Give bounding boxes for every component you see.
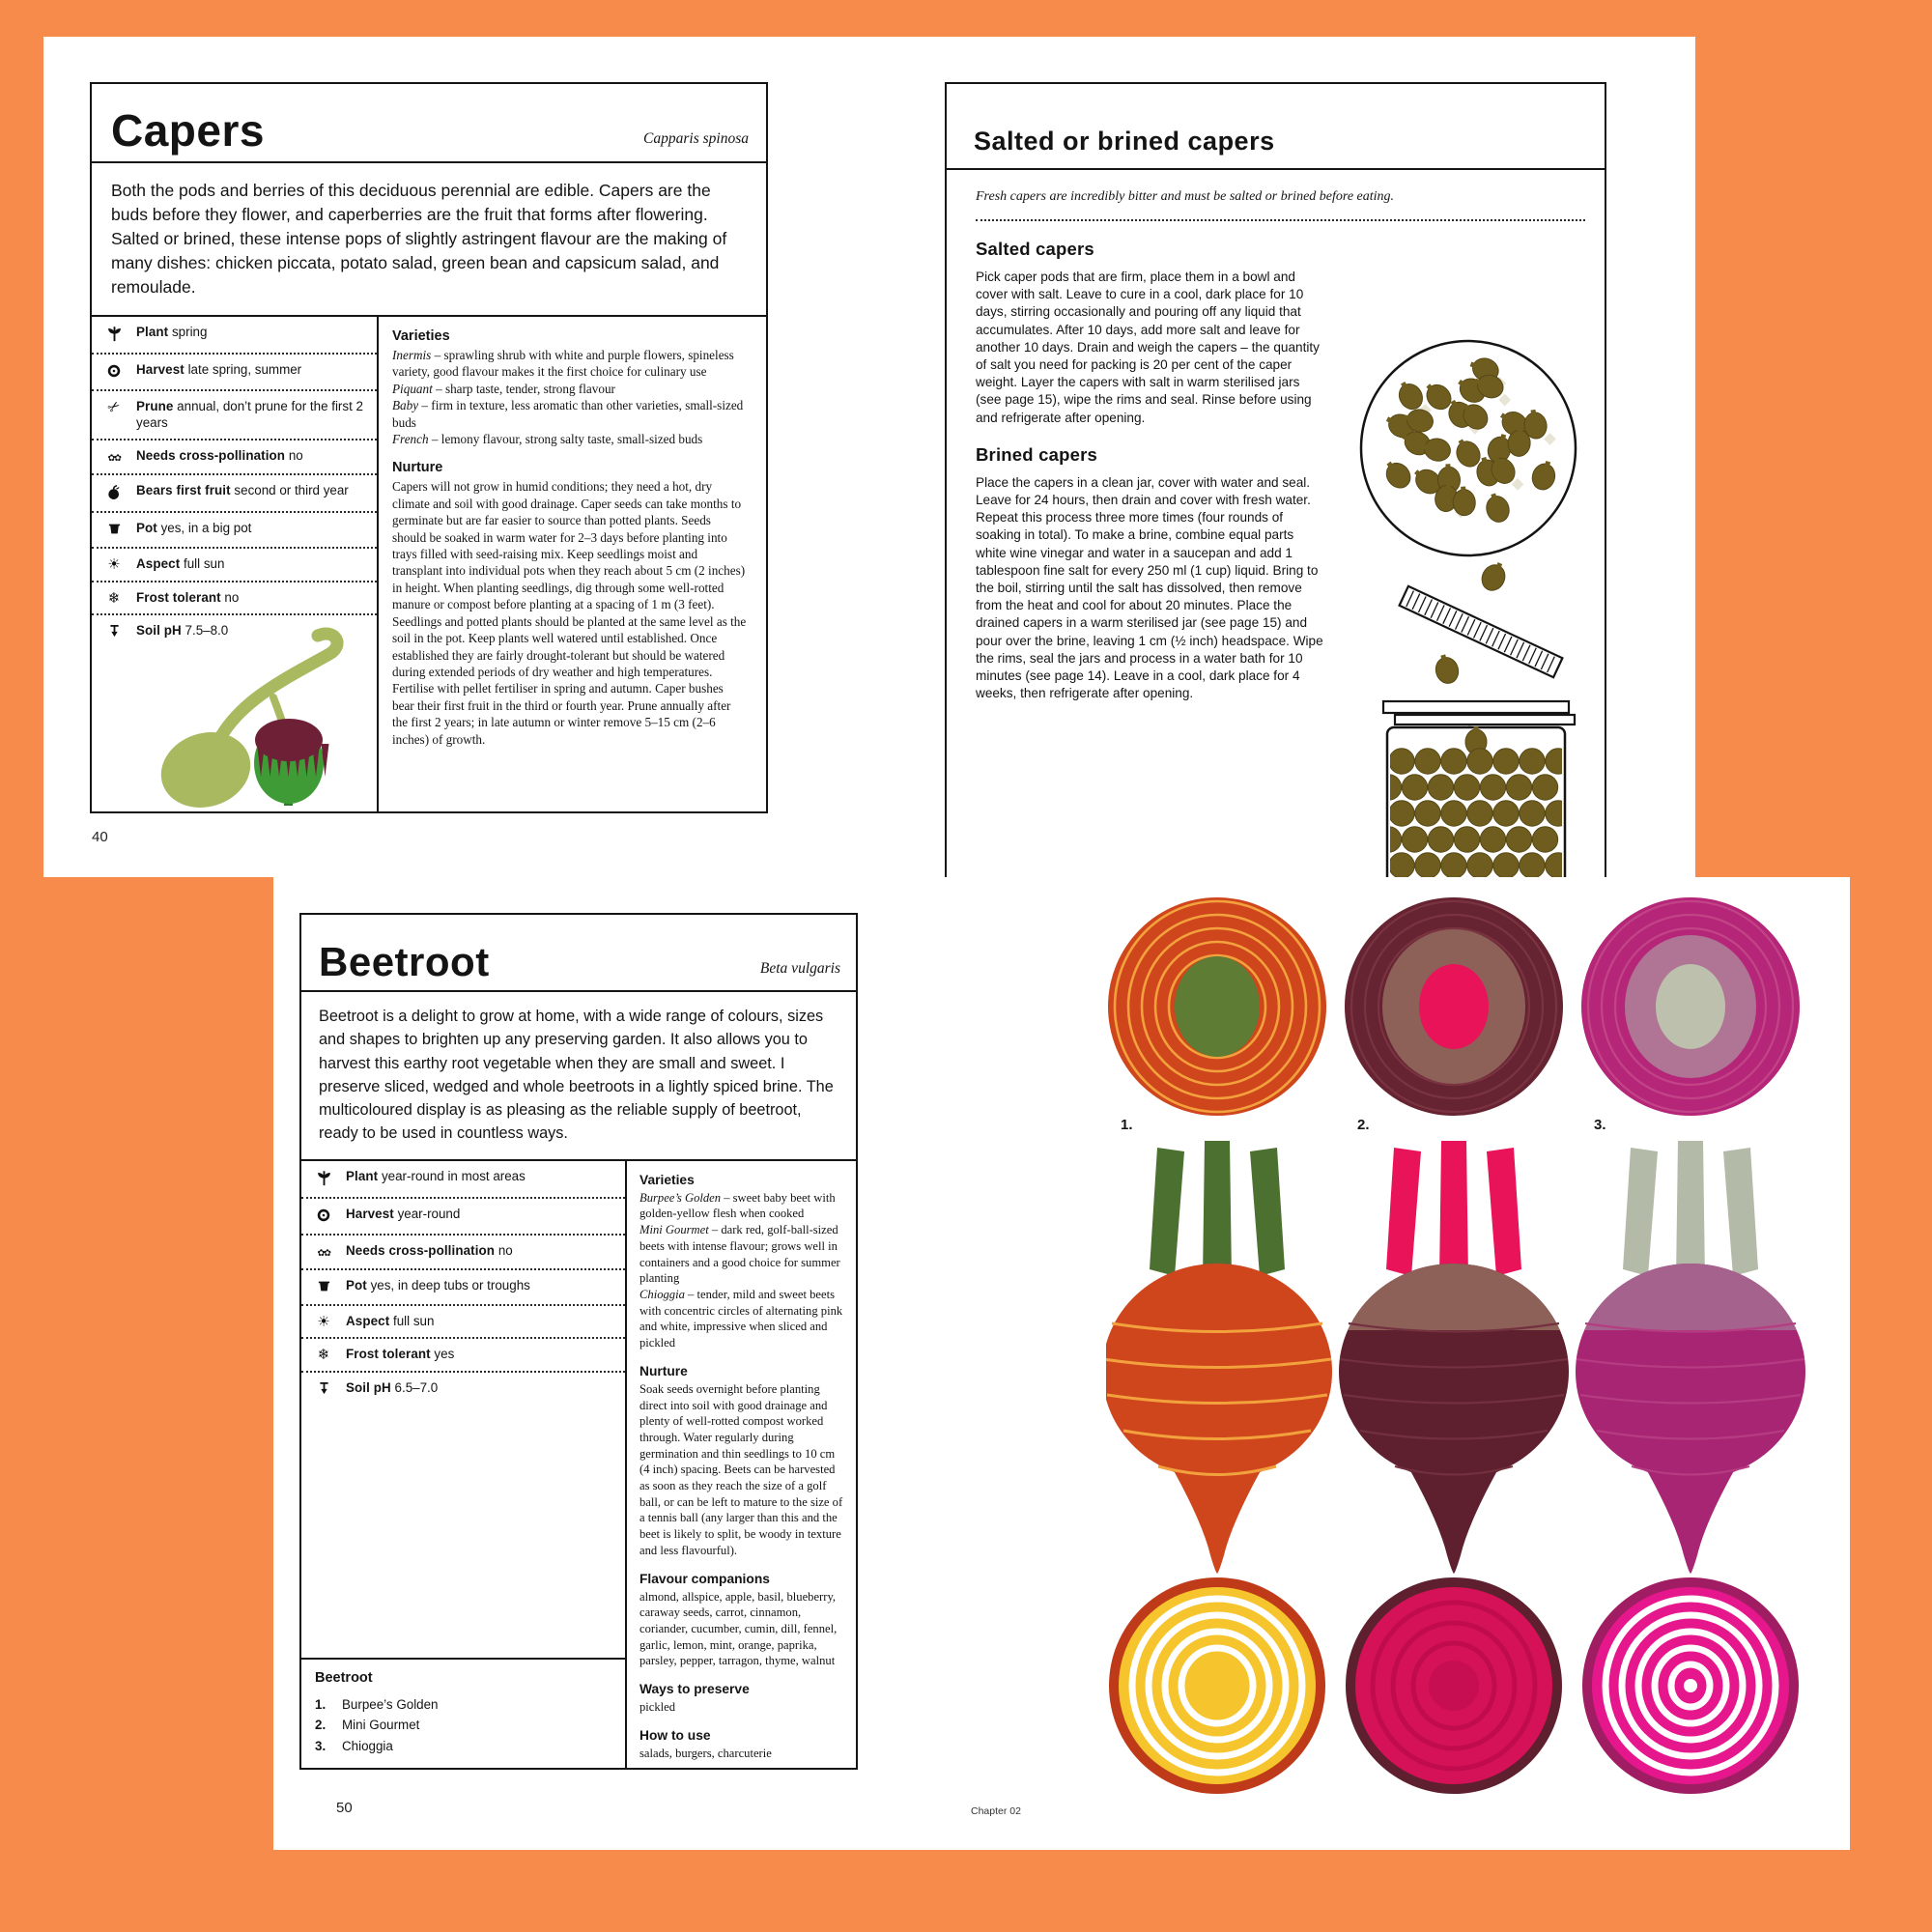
- beet-slice-top-3: [1581, 897, 1800, 1116]
- attribute-label: Plant spring: [136, 325, 208, 339]
- first-fruit-icon: [92, 483, 136, 503]
- attribute-label: Aspect full sun: [136, 556, 225, 571]
- cross-pollination-icon: ✿✿: [317, 1247, 330, 1259]
- attribute-label: Needs cross-pollination no: [136, 448, 303, 463]
- capers-plate-jar-illustration: [1331, 325, 1594, 890]
- pot-icon: [301, 1278, 346, 1296]
- attribute-row: [301, 1161, 625, 1199]
- frost-icon: ❄: [107, 588, 121, 607]
- capers-latin-name: Capparis spinosa: [643, 130, 749, 147]
- attribute-row: [92, 549, 377, 582]
- dotted-divider: [976, 219, 1585, 221]
- attribute-label: Prune annual, don’t prune for the first 2 years: [136, 399, 363, 430]
- beetroot-page-box: [299, 913, 858, 1770]
- attribute-row: [92, 513, 377, 549]
- plant-icon: [92, 325, 136, 345]
- variety-entry: Inermis – sprawling shrub with white and purple flowers, spineless variety, good flavour makes it the first choice for culinary use: [392, 348, 734, 380]
- harvest-icon: [301, 1207, 346, 1226]
- beetroot-caption-heading: Beetroot: [315, 1669, 373, 1686]
- attribute-row: [301, 1199, 625, 1236]
- variety-entry: Baby – firm in texture, less aromatic than other varieties, small-sized buds: [392, 398, 744, 430]
- recipe-section-body: Place the capers in a clean jar, cover with water and seal. Leave for 24 hours, then drain and cover with fresh water. Repeat this process three more times (four rounds of soaking in total). To make a brine, combine equal parts white wine vinegar and water in a saucepan and add 1 tablespoon fine salt for every 250 ml (1 cup) liquid. Bring to the boil, stirring until the salt has dissolved, then remove from the heat and cool for about 20 minutes. Place the drained capers in a warm sterilised jar (see page 15) and pour over the brine, leaving 1 cm (½ inch) headspace. Wipe the rims, seal the jars and process in a water bath for 10 minutes (see page 14). Leave in a cool, dark place for 4 weeks, then refrigerate after opening.: [976, 474, 1323, 701]
- attribute-label: Frost tolerant no: [136, 589, 240, 605]
- attribute-label: Aspect full sun: [346, 1313, 435, 1328]
- beetroot-use-text: salads, burgers, charcuterie: [639, 1746, 772, 1760]
- beetroot-varieties-list: [639, 1190, 844, 1351]
- attribute-label: Pot yes, in a big pot: [136, 521, 252, 535]
- beet-label-1: 1.: [1121, 1117, 1133, 1133]
- attribute-label: Soil pH 6.5–7.0: [346, 1379, 439, 1395]
- caption-list-item: 3. Chioggia: [315, 1738, 393, 1753]
- variety-entry: Piquant – sharp taste, tender, strong flavour: [392, 381, 615, 396]
- beetroot-caption-box: [301, 1658, 625, 1769]
- capers-main-column: [379, 317, 766, 811]
- caption-list-item: 1. Burpee’s Golden: [315, 1696, 439, 1712]
- capers-varieties-heading: Varieties: [392, 328, 450, 344]
- aspect-icon: ☀: [317, 1312, 330, 1330]
- capers-nurture-heading: Nurture: [392, 460, 443, 476]
- salted-content: [947, 170, 1605, 888]
- attribute-row: [301, 1306, 625, 1340]
- beet-slice-cut-2: [1346, 1577, 1562, 1794]
- salted-title-row: [947, 84, 1605, 170]
- beet-whole-3: [1576, 1141, 1805, 1574]
- soil-icon: [301, 1380, 346, 1399]
- beet-whole-2: [1339, 1141, 1569, 1574]
- beetroot-nurture-heading: Nurture: [639, 1363, 688, 1378]
- beetroot-caption-list: [315, 1694, 611, 1757]
- prune-icon: ✂: [103, 396, 125, 418]
- beetroot-preserve-text: pickled: [639, 1700, 676, 1715]
- attribute-label: Bears first fruit second or third year: [136, 483, 349, 497]
- recipe-section-heading: Brined capers: [976, 443, 1097, 465]
- plant-icon: [301, 1169, 346, 1189]
- attribute-row: [301, 1236, 625, 1270]
- beetroot-columns: [301, 1161, 856, 1768]
- beetroot-flavour-heading: Flavour companions: [639, 1571, 770, 1586]
- beet-slice-top-1: [1108, 897, 1326, 1116]
- recipe-section-heading: Salted capers: [976, 239, 1094, 259]
- beetroot-page-number: 50: [336, 1800, 353, 1816]
- beetroot-flavour-text: almond, allspice, apple, basil, blueberry, caraway seeds, carrot, cinnamon, coriander, cucumber, cumin, dill, fennel, garlic, lemon, mint, orange, paprika, parsley, pepper, tarragon, thyme, walnut: [639, 1589, 838, 1668]
- pot-icon: [92, 521, 136, 539]
- recipe-section-body: Pick caper pods that are firm, place them in a bowl and cover with salt. Leave to cure in a cool, dark place for 10 days, stirring occasionally and pouring off any liquid that accumulates. After 10 days, add more salt and leave for another 10 days. Drain and weigh the capers – the quantity of salt you need for packing is 20 per cent of the caper weight. Layer the capers with salt in warm sterilised jars (see page 15), wipe the rims and seal. Rinse before using and refrigerate after opening.: [976, 270, 1320, 425]
- attribute-row: [92, 582, 377, 616]
- capers-page-box: [90, 82, 768, 813]
- salted-capers-sheet: [850, 37, 1695, 884]
- cross-pollination-icon: ✿✿: [107, 453, 121, 464]
- aspect-icon: ☀: [107, 555, 121, 573]
- beet-slice-cut-1: [1109, 1577, 1325, 1794]
- beet-label-2: 2.: [1357, 1117, 1370, 1133]
- capers-varieties-list: [392, 347, 747, 447]
- attribute-row: [92, 317, 377, 355]
- beet-whole-1: [1106, 1141, 1332, 1574]
- frost-icon: ❄: [317, 1346, 330, 1364]
- beet-slice-top-2: [1345, 897, 1563, 1116]
- harvest-icon: [92, 362, 136, 382]
- beetroot-use-heading: How to use: [639, 1727, 711, 1743]
- variety-entry: Mini Gourmet – dark red, golf-ball-sized beets with intense flavour; grows well in containers and a good choice for summer planting: [639, 1223, 840, 1286]
- beetroot-attributes-list: [301, 1161, 627, 1768]
- beet-slice-cut-3: [1582, 1577, 1799, 1794]
- capers-intro: Both the pods and berries of this deciduous perennial are edible. Capers are the buds before they flower, and caperberries are the fruit that forms after flowering. Salted or brined, these intense pops of slightly astringent flavour are the making of many dishes: chicken piccata, potato salad, green bean and capsicum salad, and remoulade.: [92, 163, 766, 317]
- beetroot-main-column: [627, 1161, 856, 1768]
- beetroot-title-row: [301, 915, 856, 992]
- beetroot-sheet: [273, 877, 1850, 1850]
- attribute-label: Frost tolerant yes: [346, 1347, 455, 1362]
- attribute-label: Harvest late spring, summer: [136, 362, 302, 377]
- beetroot-latin-name: Beta vulgaris: [759, 960, 840, 977]
- beetroot-varieties-heading: Varieties: [639, 1172, 695, 1187]
- variety-entry: Chioggia – tender, mild and sweet beets with concentric circles of alternating pink and white, impressive when sliced and pickled: [639, 1288, 843, 1350]
- chapter-label: Chapter 02: [971, 1805, 1021, 1817]
- attribute-row: [92, 355, 377, 391]
- beet-varieties-illustration: [1106, 884, 1850, 1850]
- beetroot-intro: Beetroot is a delight to grow at home, with a wide range of colours, sizes and shapes to brighten up any preserving garden. It also allows you to harvest this earthy root vegetable when they are small and sweet. I preserve sliced, wedged and whole beetroots in a lightly spiced brine. The multicoloured display is as pleasing as the reliable supply of beetroot, ready to be used in countless ways.: [301, 992, 856, 1161]
- attribute-row: [301, 1373, 625, 1406]
- capers-page-title: Capers: [111, 105, 265, 156]
- attribute-label: Soil pH 7.5–8.0: [136, 623, 229, 638]
- caption-list-item: 2. Mini Gourmet: [315, 1718, 420, 1732]
- beetroot-page-title: Beetroot: [319, 939, 490, 984]
- attribute-row: [92, 440, 377, 475]
- capers-page-number: 40: [92, 829, 108, 845]
- beet-label-3: 3.: [1594, 1117, 1606, 1133]
- caper-plant-illustration: [128, 614, 355, 810]
- salted-intro: Fresh capers are incredibly bitter and must be salted or brined before eating.: [976, 189, 1395, 204]
- salted-page-title: Salted or brined capers: [974, 127, 1275, 156]
- attribute-row: [92, 475, 377, 513]
- salted-page-box: [945, 82, 1606, 890]
- attribute-label: Pot yes, in deep tubs or troughs: [346, 1277, 530, 1293]
- attribute-row: [92, 391, 377, 440]
- capers-columns: [92, 317, 766, 811]
- beetroot-preserve-heading: Ways to preserve: [639, 1682, 750, 1697]
- beetroot-nurture-text: Soak seeds overnight before planting direct into soil with good drainage and plenty of well-rotted compost worked through. Water regularly during germination and thin seedlings to 10 cm (4 inch) spacing. Beets can be harvested as soon as they reach the size of a golf ball, or can be left to mature to the size of a tennis ball (any larger than this and the beet is likely to split, be woody in texture and less flavourful).: [639, 1381, 843, 1557]
- attribute-label: Plant year-round in most areas: [346, 1168, 526, 1183]
- attribute-label: Harvest year-round: [346, 1206, 461, 1221]
- attribute-row: [301, 1339, 625, 1373]
- capers-title-row: [92, 84, 766, 163]
- variety-entry: French – lemony flavour, strong salty taste, small-sized buds: [392, 432, 703, 447]
- attribute-row: [301, 1270, 625, 1306]
- capers-nurture-text: Capers will not grow in humid conditions; they need a hot, dry climate and soil with good drainage. Caper seeds can take months to germinate but are far easier to source than potted plants. Seeds should be soaked in warm water for 2–3 days before planting into trays filled with seed-raising mix. Keep seedlings moist and transplant into individual pots when they reach about 5 cm (2 inches) in height. When planting seedlings, dig through some well-rotted manure or compost before planting at a spacing of 1 m (3 feet). Seedlings and potted plants should be planted at the same level as the soil in the pot. Keep plants well watered until established. Once established they are fairly drought-tolerant but should be watered during extended periods of dry weather and high temperatures. Fertilise with pellet fertiliser in spring and autumn. Caper bushes bear their first fruit in the third or fourth year. Prune annually after the first 2 years; in late autumn or winter remove 5–15 cm (2–6 inches) of growth.: [392, 479, 747, 747]
- capers-attributes-list: [92, 317, 379, 811]
- attribute-label: Needs cross-pollination no: [346, 1242, 513, 1258]
- variety-entry: Burpee’s Golden – sweet baby beet with golden-yellow flesh when cooked: [639, 1190, 836, 1221]
